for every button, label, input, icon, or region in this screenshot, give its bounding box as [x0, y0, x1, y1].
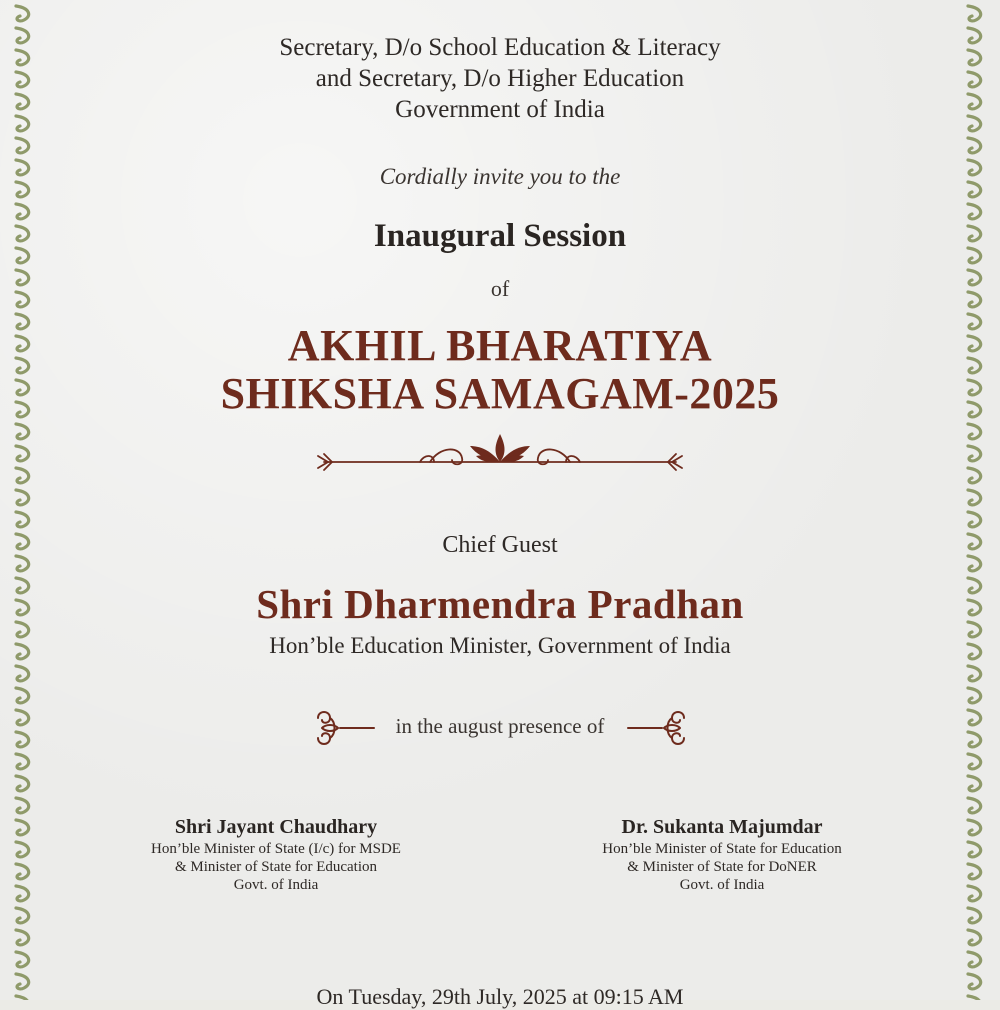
leaf-border-ornament-icon	[968, 6, 981, 21]
leaf-border-ornament-icon	[16, 886, 29, 901]
leaf-border-ornament-icon	[16, 490, 29, 505]
right-leaf-border-icon	[956, 0, 996, 1000]
leaf-border-ornament-icon	[16, 930, 29, 945]
left-leaf-border-icon	[4, 0, 44, 1000]
leaf-border-ornament-icon	[16, 512, 29, 527]
leaf-border-ornament-icon	[16, 952, 29, 967]
leaf-border-ornament-icon	[968, 446, 981, 461]
leaf-border-ornament-icon	[16, 908, 29, 923]
leaf-border-ornament-icon	[16, 776, 29, 791]
leaf-border-ornament-icon	[968, 820, 981, 835]
presence-row	[0, 708, 1000, 748]
leaf-border-ornament-icon	[968, 798, 981, 813]
leaf-border-ornament-icon	[968, 886, 981, 901]
leaf-border-ornament-icon	[16, 468, 29, 483]
guest-2-designation-line-1: Hon’ble Minister of State for Education	[602, 841, 842, 857]
header-line-3: Government of India	[395, 96, 605, 123]
leaf-border-ornament-icon	[16, 446, 29, 461]
leaf-border-ornament-icon	[968, 930, 981, 945]
right-scroll-ornament-icon	[620, 708, 690, 748]
leaf-border-ornament-icon	[968, 138, 981, 153]
header-line-1: Secretary, D/o School Education & Literacy	[279, 34, 721, 61]
chief-guest-label: Chief Guest	[442, 532, 558, 558]
header-line-2: and Secretary, D/o Higher Education	[315, 65, 685, 92]
chief-guest-designation: Hon’ble Education Minister, Government of India	[269, 633, 731, 658]
leaf-border-ornament-icon	[16, 798, 29, 813]
guest-card-1	[106, 814, 446, 894]
leaf-border-ornament-icon	[968, 490, 981, 505]
leaf-border-ornament-icon	[16, 842, 29, 857]
leaf-border-ornament-icon	[968, 952, 981, 967]
leaf-border-ornament-icon	[968, 688, 981, 703]
leaf-border-ornament-icon	[968, 666, 981, 681]
event-name: Inaugural Session	[373, 218, 627, 254]
leaf-border-ornament-icon	[16, 424, 29, 439]
leaf-border-ornament-icon	[968, 468, 981, 483]
leaf-border-ornament-icon	[16, 820, 29, 835]
invite-text: Cordially invite you to the	[379, 164, 621, 189]
guest-2-name: Dr. Sukanta Majumdar	[621, 816, 823, 838]
guest-2-designation-line-2: & Minister of State for DoNER	[627, 859, 817, 875]
guest-card-2	[552, 814, 892, 894]
presence-text: in the august presence of	[395, 714, 605, 738]
leaf-border-ornament-icon	[968, 908, 981, 923]
leaf-border-ornament-icon	[16, 6, 29, 21]
leaf-border-ornament-icon	[968, 776, 981, 791]
guest-2-designation-line-3: Govt. of India	[679, 877, 765, 893]
leaf-border-ornament-icon	[968, 864, 981, 879]
event-title-line-2: SHIKSHA SAMAGAM-2025	[220, 369, 780, 418]
leaf-border-ornament-icon	[968, 842, 981, 857]
event-title-line-1: AKHIL BHARATIYA	[287, 321, 713, 370]
leaf-border-ornament-icon	[968, 424, 981, 439]
guest-1-designation-line-3: Govt. of India	[233, 877, 319, 893]
leaf-border-ornament-icon	[16, 864, 29, 879]
of-text: of	[490, 276, 510, 301]
divider-flourish-icon	[310, 432, 690, 476]
chief-guest-name: Shri Dharmendra Pradhan	[256, 581, 744, 627]
leaf-border-ornament-icon	[16, 688, 29, 703]
guest-1-designation-line-2: & Minister of State for Education	[174, 859, 378, 875]
leaf-border-ornament-icon	[16, 754, 29, 769]
guest-1-designation-line-1: Hon’ble Minister of State (I/c) for MSDE	[151, 841, 401, 857]
host-header	[0, 32, 1000, 125]
leaf-border-ornament-icon	[968, 512, 981, 527]
leaf-border-ornament-icon	[968, 204, 981, 219]
event-date-time: On Tuesday, 29th July, 2025 at 09:15 AM	[316, 984, 684, 1009]
guest-1-name: Shri Jayant Chaudhary	[174, 816, 378, 838]
leaf-border-ornament-icon	[16, 666, 29, 681]
event-title	[0, 322, 1000, 418]
leaf-border-ornament-icon	[16, 138, 29, 153]
leaf-border-ornament-icon	[16, 204, 29, 219]
leaf-border-ornament-icon	[968, 754, 981, 769]
